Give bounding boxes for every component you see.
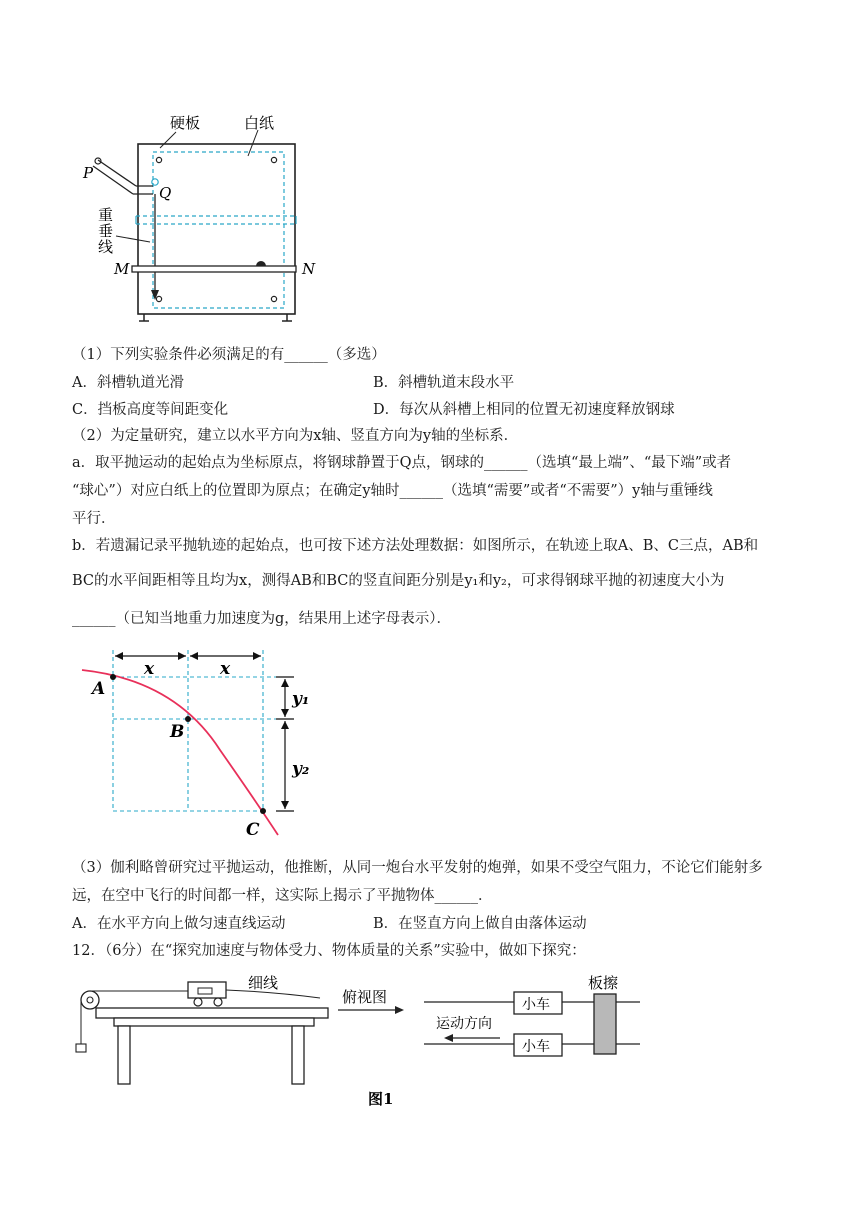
label-y2: y₂ [292, 759, 310, 779]
weight-icon [76, 1044, 86, 1052]
q2-a-line2: “球心”）对应白纸上的位置即为原点；在确定y轴时______（选填“需要”或者“不需要”）y轴与重锤线 [72, 483, 713, 499]
baffle-MN [132, 266, 296, 272]
q12-stem: 12．（6分）在“探究加速度与物体受力、物体质量的关系”实验中，做如下探究： [72, 943, 586, 959]
apparatus-figure [78, 108, 328, 326]
label-B: B [170, 722, 185, 742]
label-N: N [302, 260, 316, 278]
plumb-bob-icon [151, 290, 159, 300]
q2-stem: （2）为定量研究，建立以水平方向为x轴、竖直方向为y轴的坐标系． [72, 428, 519, 444]
label-plumb-2: 垂 [98, 222, 114, 240]
label-plumb-3: 线 [98, 238, 114, 256]
figure-caption: 图1 [368, 1090, 394, 1108]
q3-option-b: B．在竖直方向上做自由落体运动 [373, 916, 587, 932]
pin-icon [271, 157, 276, 162]
trajectory-curve [82, 670, 278, 835]
pin-icon [271, 296, 276, 301]
label-white-paper: 白纸 [244, 114, 275, 132]
q2-a-line3: 平行． [72, 511, 116, 527]
cart-experiment-figure [70, 972, 650, 1112]
label-P: P [83, 164, 94, 182]
label-eraser: 板擦 [588, 974, 619, 992]
white-paper [153, 152, 284, 308]
q3-line2: 远，在空中飞行的时间都一样，这实际上揭示了平抛物体______． [72, 888, 493, 904]
q2-b-line1: b．若遗漏记录平抛轨迹的起始点，也可按下述方法处理数据：如图所示，在轨迹上取A、B、C三点，AB和 [72, 538, 759, 554]
q2-b-line3: ______（已知当地重力加速度为g，结果用上述字母表示）． [72, 611, 452, 627]
q1-option-d: D．每次从斜槽上相同的位置无初速度释放钢球 [373, 402, 675, 418]
trajectory-figure [80, 640, 320, 840]
label-A: A [92, 679, 106, 699]
label-cart-2: 小车 [522, 1039, 550, 1055]
point-B [185, 716, 191, 722]
q3-line1: （3）伽利略曾研究过平抛运动，他推断，从同一炮台水平发射的炮弹，如果不受空气阻力，不论它们能射多 [72, 860, 763, 876]
q2-a-line1: a．取平抛运动的起始点为坐标原点，将钢球静置于Q点，钢球的______（选填“最上端”、“最下端”或者 [72, 455, 732, 471]
q1-option-c: C．挡板高度等间距变化 [72, 402, 229, 418]
pulley-icon [81, 991, 99, 1009]
cart-icon [188, 982, 226, 998]
q2-b-line2: BC的水平间距相等且均为x，测得AB和BC的竖直间距分别是y₁和y₂，可求得钢球平抛的初速度大小为 [72, 573, 725, 589]
label-M: M [114, 260, 130, 278]
label-y1: y₁ [292, 689, 310, 709]
label-plumb-1: 重 [98, 206, 114, 224]
label-direction: 运动方向 [436, 1016, 492, 1032]
hardboard [138, 144, 295, 314]
label-cart-1: 小车 [522, 997, 550, 1013]
label-x-2: x [220, 659, 231, 679]
eraser-block [594, 994, 616, 1054]
point-A [110, 674, 116, 680]
label-hardboard: 硬板 [170, 114, 201, 132]
q1-option-b: B．斜槽轨道末段水平 [373, 375, 515, 391]
label-thread: 细线 [248, 974, 279, 992]
q3-option-a: A．在水平方向上做匀速直线运动 [72, 916, 286, 932]
label-C: C [246, 820, 260, 840]
pin-icon [156, 296, 161, 301]
point-C [260, 808, 266, 814]
label-x-1: x [144, 659, 155, 679]
steel-ball-icon [152, 179, 158, 185]
q1-option-a: A．斜槽轨道光滑 [72, 375, 184, 391]
pin-icon [156, 157, 161, 162]
q1-stem: （1）下列实验条件必须满足的有______（多选） [72, 347, 386, 363]
label-Q: Q [159, 184, 172, 202]
label-top-view: 俯视图 [342, 988, 388, 1006]
